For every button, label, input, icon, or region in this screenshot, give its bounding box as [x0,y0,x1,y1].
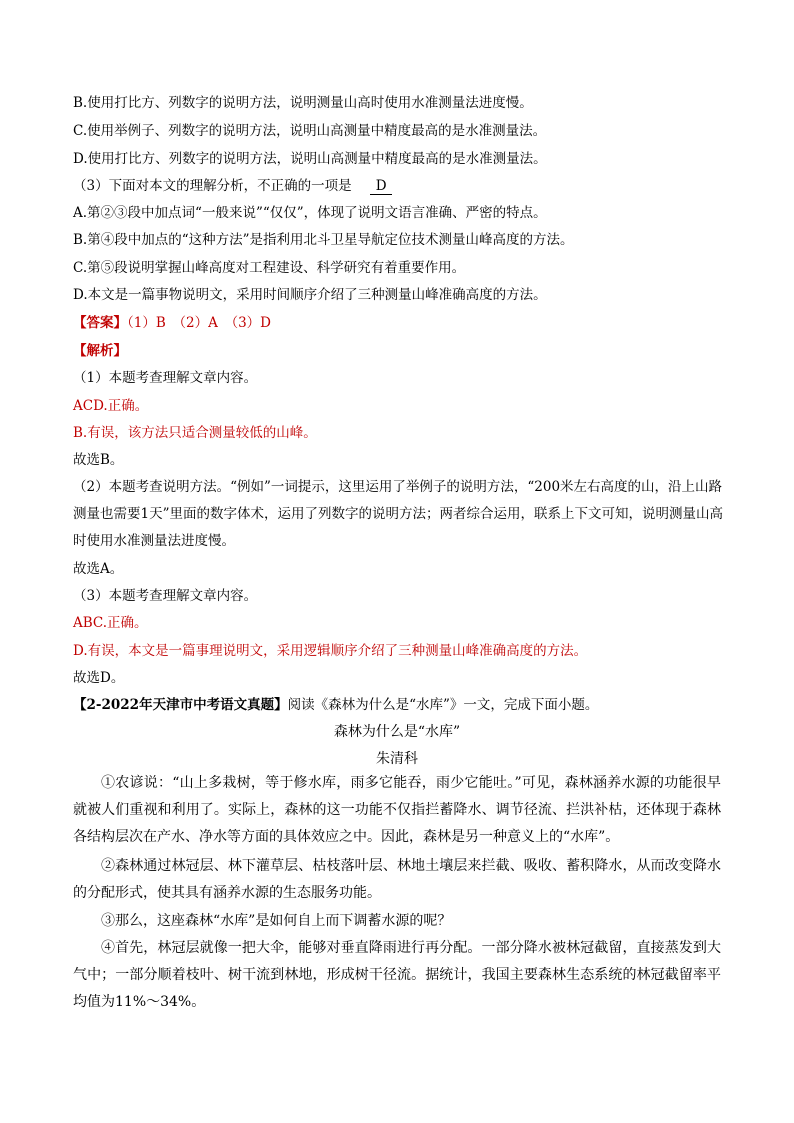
option-q3-a: A.第②③段中加点词“一般来说”“仅仅”，体现了说明文语言准确、严密的特点。 [73,205,547,221]
article-title: 森林为什么是“水库” [333,724,461,740]
question-3-stem [73,177,392,195]
analysis-q1-head: （1）本题考查理解文章内容。 [73,370,258,386]
option-q2-d: D.使用打比方、列数字的说明方法，说明山高测量中精度最高的是水准测量法。 [73,151,547,167]
article-paragraph-2: ②森林通过林冠层、林下灌草层、枯枝落叶层、林地土壤层来拦截、吸收、蓄积降水，从而改变降水的分配形式，使其具有涵养水源的生态服务功能。 [73,858,721,901]
analysis-q2-body: （2）本题考查说明方法。“例如”一词提示，这里运用了举例子的说明方法，“200米左右高度的山，沿上山路测量也需要1天”里面的数字体术，运用了列数字的说明方法；两者综合运用，联系上下文可知，说明测量山高时使用水准测量法进度慢。 [73,479,723,549]
question-3-answer-blank: D [370,179,392,195]
option-q2-c: C.使用举例子、列数字的说明方法，说明山高测量中精度最高的是水准测量法。 [73,123,547,139]
option-q3-b: B.第④段中加点的“这种方法”是指利用北斗卫星导航定位技术测量山峰高度的方法。 [73,232,574,248]
analysis-q3-head: （3）本题考查理解文章内容。 [73,588,258,604]
analysis-q1-acd: ACD.正确。 [73,398,149,414]
answer-label: 【答案】 [73,315,127,331]
answer-text: （1）B （2）A （3）D [127,315,272,331]
option-q3-d: D.本文是一篇事物说明文，采用时间顺序介绍了三种测量山峰准确高度的方法。 [73,287,547,303]
option-q2-b: B.使用打比方、列数字的说明方法，说明测量山高时使用水准测量法进度慢。 [73,95,533,111]
analysis-q2-choose: 故选A。 [73,561,124,577]
answer-line [73,314,271,332]
analysis-q3-abc: ABC.正确。 [73,615,148,631]
article-paragraph-3: ③那么，这座森林“水库”是如何自上而下调蓄水源的呢？ [101,913,452,929]
analysis-label: 【解析】 [73,343,127,359]
option-q3-c: C.第⑤段说明掌握山峰高度对工程建设、科学研究有着重要作用。 [73,260,466,276]
question-3-stem-text: （3）下面对本文的理解分析，不正确的一项是 [73,178,352,194]
analysis-q3-d: D.有误，本文是一篇事理说明文，采用逻辑顺序介绍了三种测量山峰准确高度的方法。 [73,643,588,659]
analysis-q3-choose: 故选D。 [73,670,125,686]
article-author: 朱清科 [376,751,418,767]
analysis-q1-b: B.有误，该方法只适合测量较低的山峰。 [73,425,317,441]
analysis-q1-choose: 故选B。 [73,452,124,468]
article-paragraph-4: ④首先，林冠层就像一把大伞，能够对垂直降雨进行再分配。一部分降水被林冠截留，直接蒸发到大气中；一部分顺着枝叶、树干流到林地，形成树干径流。据统计，我国主要森林生态系统的林冠截留率平均值为11%～34%。 [73,940,721,1010]
article-paragraph-1: ①农谚说：“山上多栽树，等于修水库，雨多它能吞，雨少它能吐。”可见，森林涵养水源的功能很早就被人们重视和利用了。实际上，森林的这一功能不仅指拦蓄降水、调节径流、拦洪补枯，还体现于森林各结构层次在产水、净水等方面的具体效应之中。因此，森林是另一种意义上的“水库”。 [73,775,721,845]
section-2-instruction: 阅读《森林为什么是“水库”》一文，完成下面小题。 [287,697,599,713]
section-2-source: 【2-2022年天津市中考语文真题】 [73,697,288,713]
section-2-heading [73,696,598,714]
analysis-q2-head [73,474,723,555]
